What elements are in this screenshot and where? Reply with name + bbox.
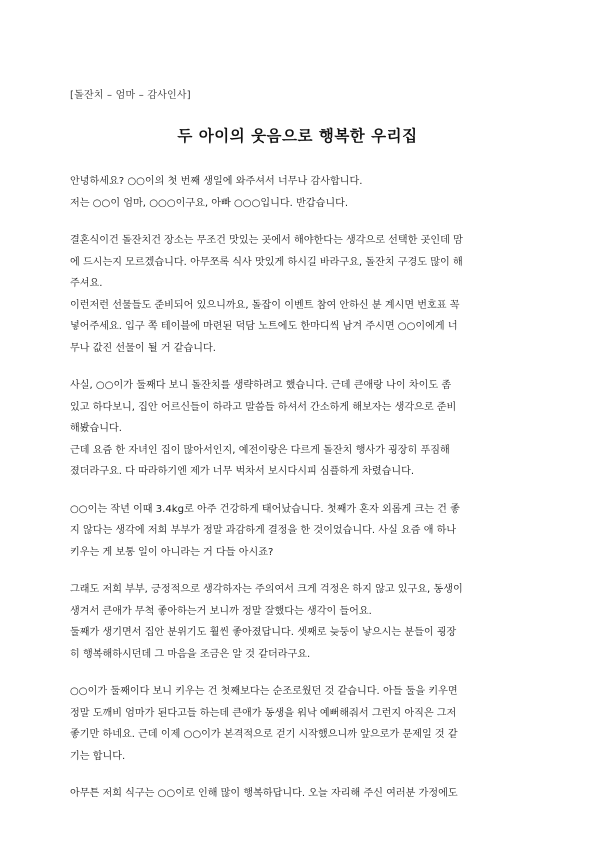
text-line: 에 드시는지 모르겠습니다. 아무쪼록 식사 맛있게 하시길 바라구요, 돌잔치 구경도 많이 해 — [70, 256, 463, 268]
text-line: 그래도 저희 부부, 긍정적으로 생각하자는 주의여서 크게 걱정은 하지 않고 있구요, 동생이 — [70, 584, 463, 595]
text-line: 주셔요. — [70, 278, 103, 289]
text-line: 아무튼 저희 식구는 ○○이로 인해 많이 행복하답니다. 오늘 자리해 주신 여러분 가정에도 — [70, 788, 458, 799]
text-line: ○○이는 작년 이때 3.4kg로 아주 건강하게 태어났습니다. 첫째가 혼자 외롭게 크는 건 좋 — [70, 503, 460, 515]
text-line: 근데 요즘 한 자녀인 집이 많아서인지, 예전이랑은 다르게 돌잔치 행사가 굉장히 푸짐해 — [70, 444, 450, 456]
paragraph-closing — [70, 783, 528, 805]
text-line: 기는 합니다. — [70, 750, 126, 762]
text-line: 졌더라구요. 다 따라하기엔 제가 너무 벅차서 보시다시피 심플하게 차렸습니다. — [70, 466, 415, 477]
paragraph-greeting — [70, 171, 528, 214]
document-title: 두 아이의 웃음으로 행복한 우리집 — [177, 127, 418, 145]
text-line: 키우는 게 보통 일이 아니라는 거 다들 아시죠? — [70, 546, 274, 558]
paragraph-raising — [70, 681, 528, 767]
text-line: 안녕하세요? ○○이의 첫 번째 생일에 와주셔서 너무나 감사합니다. — [70, 176, 363, 187]
paragraph-birth — [70, 499, 528, 564]
document-category-tag: [돌잔치 – 엄마 – 감사인사] — [70, 90, 191, 101]
text-line: 히 행복해하시던데 그 마음을 조금은 알 것 같더라구요. — [70, 648, 311, 660]
paragraph-reason — [70, 375, 528, 483]
text-line: 결혼식이건 돌잔치건 장소는 무조건 맛있는 곳에서 해야한다는 생각으로 선택한 곳인데 맘 — [70, 235, 463, 246]
text-line: 둘째가 생기면서 집안 분위기도 훨씬 좋아졌답니다. 셋째로 늦둥이 낳으시는 분들이 굉장 — [70, 627, 457, 638]
paragraph-venue — [70, 230, 528, 359]
paragraph-family — [70, 579, 528, 665]
text-line: 사실, ○○이가 둘째다 보니 돌잔치를 생략하려고 했습니다. 근데 큰애랑 나이 차이도 좀 — [70, 380, 452, 391]
text-line: 좋기만 하네요. 근데 이제 ○○이가 본격적으로 걷기 시작했으니까 앞으로가 문제일 것 같 — [70, 729, 458, 740]
text-line: 넣어주세요. 입구 쪽 테이블에 마련된 덕담 노트에도 한마디씩 남겨 주시면 ○○이에게 너 — [70, 321, 458, 332]
document-body — [70, 171, 528, 821]
text-line: 정말 도깨비 엄마가 된다고들 하는데 큰애가 동생을 워낙 예뻐해줘서 그런지 아직은 그저 — [70, 707, 457, 719]
text-line: 이런저런 선물들도 준비되어 있으니까요, 돌잡이 이벤트 참여 안하신 분 계시면 번호표 꼭 — [70, 299, 460, 311]
text-line: 해봤습니다. — [70, 423, 122, 434]
text-line: 지 않다는 생각에 저희 부부가 정말 과감하게 결정을 한 것이었습니다. 사실 요즘 애 하나 — [70, 525, 457, 536]
text-line: 생겨서 큰애가 무척 좋아하는거 보니까 정말 잘했다는 생각이 들어요. — [70, 605, 372, 617]
text-line: ○○이가 둘째이다 보니 키우는 건 첫째보다는 순조로웠던 것 같습니다. 아들 둘을 키우면 — [70, 686, 458, 697]
text-line: 무나 값진 선물이 될 거 같습니다. — [70, 342, 217, 354]
text-line: 있고 하다보니, 집안 어르신들이 하라고 말씀들 하셔서 간소하게 해보자는 생각으로 준비 — [70, 401, 457, 413]
text-line: 저는 ○○이 엄마, ○○○이구요, 아빠 ○○○입니다. 반갑습니다. — [70, 197, 349, 209]
